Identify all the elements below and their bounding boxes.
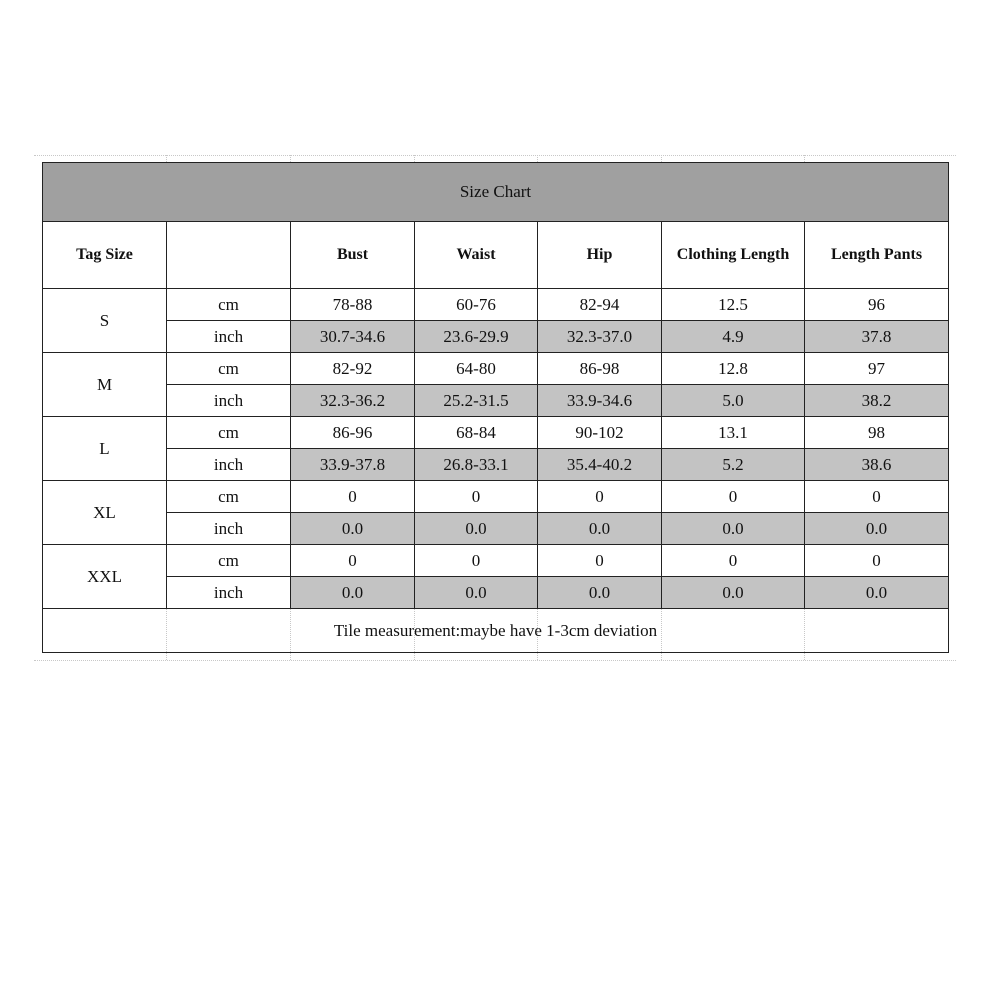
bust-cm-cell: 82-92 xyxy=(291,353,415,385)
table-row xyxy=(43,385,949,417)
bust-cm-cell: 0 xyxy=(291,481,415,513)
tag-size-cell: S xyxy=(43,289,167,353)
size-chart-table xyxy=(42,162,949,653)
waist-cm-cell: 64-80 xyxy=(415,353,538,385)
unit-cell: inch xyxy=(167,513,291,545)
bust-inch-cell: 0.0 xyxy=(291,577,415,609)
waist-inch-cell: 0.0 xyxy=(415,513,538,545)
sheet-gridline xyxy=(34,155,956,156)
unit-cell: inch xyxy=(167,449,291,481)
length-pants-cm-cell: 97 xyxy=(805,353,949,385)
clothing-length-inch-cell: 4.9 xyxy=(662,321,805,353)
header-hip: Hip xyxy=(538,222,662,289)
header-row xyxy=(43,222,949,289)
table-row xyxy=(43,321,949,353)
bust-inch-cell: 32.3-36.2 xyxy=(291,385,415,417)
waist-inch-cell: 0.0 xyxy=(415,577,538,609)
length-pants-cm-cell: 98 xyxy=(805,417,949,449)
clothing-length-inch-cell: 0.0 xyxy=(662,577,805,609)
waist-cm-cell: 0 xyxy=(415,545,538,577)
bust-inch-cell: 33.9-37.8 xyxy=(291,449,415,481)
waist-inch-cell: 23.6-29.9 xyxy=(415,321,538,353)
length-pants-inch-cell: 0.0 xyxy=(805,513,949,545)
table-row xyxy=(43,289,949,321)
clothing-length-inch-cell: 0.0 xyxy=(662,513,805,545)
footnote-row xyxy=(43,609,949,653)
bust-cm-cell: 0 xyxy=(291,545,415,577)
clothing-length-cm-cell: 0 xyxy=(662,545,805,577)
hip-cm-cell: 90-102 xyxy=(538,417,662,449)
header-unit xyxy=(167,222,291,289)
hip-inch-cell: 35.4-40.2 xyxy=(538,449,662,481)
table-row xyxy=(43,577,949,609)
sheet-gridline xyxy=(34,660,956,661)
hip-cm-cell: 86-98 xyxy=(538,353,662,385)
unit-cell: cm xyxy=(167,289,291,321)
clothing-length-cm-cell: 12.5 xyxy=(662,289,805,321)
bust-cm-cell: 78-88 xyxy=(291,289,415,321)
clothing-length-cm-cell: 13.1 xyxy=(662,417,805,449)
header-bust: Bust xyxy=(291,222,415,289)
hip-inch-cell: 33.9-34.6 xyxy=(538,385,662,417)
unit-cell: inch xyxy=(167,385,291,417)
length-pants-cm-cell: 96 xyxy=(805,289,949,321)
clothing-length-inch-cell: 5.2 xyxy=(662,449,805,481)
tag-size-cell: L xyxy=(43,417,167,481)
clothing-length-inch-cell: 5.0 xyxy=(662,385,805,417)
hip-inch-cell: 0.0 xyxy=(538,577,662,609)
length-pants-inch-cell: 37.8 xyxy=(805,321,949,353)
header-tag-size: Tag Size xyxy=(43,222,167,289)
table-row xyxy=(43,353,949,385)
unit-cell: cm xyxy=(167,353,291,385)
waist-inch-cell: 25.2-31.5 xyxy=(415,385,538,417)
unit-cell: cm xyxy=(167,545,291,577)
bust-inch-cell: 0.0 xyxy=(291,513,415,545)
table-row xyxy=(43,481,949,513)
unit-cell: cm xyxy=(167,417,291,449)
unit-cell: inch xyxy=(167,321,291,353)
measurement-footnote: Tile measurement:maybe have 1-3cm deviation xyxy=(43,609,949,653)
length-pants-cm-cell: 0 xyxy=(805,481,949,513)
bust-inch-cell: 30.7-34.6 xyxy=(291,321,415,353)
chart-title: Size Chart xyxy=(43,163,949,222)
clothing-length-cm-cell: 12.8 xyxy=(662,353,805,385)
table-row xyxy=(43,449,949,481)
unit-cell: inch xyxy=(167,577,291,609)
hip-inch-cell: 32.3-37.0 xyxy=(538,321,662,353)
waist-cm-cell: 0 xyxy=(415,481,538,513)
table-row xyxy=(43,545,949,577)
tag-size-cell: M xyxy=(43,353,167,417)
header-waist: Waist xyxy=(415,222,538,289)
header-length-pants: Length Pants xyxy=(805,222,949,289)
hip-inch-cell: 0.0 xyxy=(538,513,662,545)
tag-size-cell: XXL xyxy=(43,545,167,609)
hip-cm-cell: 0 xyxy=(538,481,662,513)
length-pants-cm-cell: 0 xyxy=(805,545,949,577)
header-clothing-length: Clothing Length xyxy=(662,222,805,289)
waist-inch-cell: 26.8-33.1 xyxy=(415,449,538,481)
waist-cm-cell: 68-84 xyxy=(415,417,538,449)
hip-cm-cell: 0 xyxy=(538,545,662,577)
table-row xyxy=(43,513,949,545)
bust-cm-cell: 86-96 xyxy=(291,417,415,449)
unit-cell: cm xyxy=(167,481,291,513)
tag-size-cell: XL xyxy=(43,481,167,545)
hip-cm-cell: 82-94 xyxy=(538,289,662,321)
table-row xyxy=(43,417,949,449)
clothing-length-cm-cell: 0 xyxy=(662,481,805,513)
length-pants-inch-cell: 38.2 xyxy=(805,385,949,417)
length-pants-inch-cell: 0.0 xyxy=(805,577,949,609)
length-pants-inch-cell: 38.6 xyxy=(805,449,949,481)
waist-cm-cell: 60-76 xyxy=(415,289,538,321)
